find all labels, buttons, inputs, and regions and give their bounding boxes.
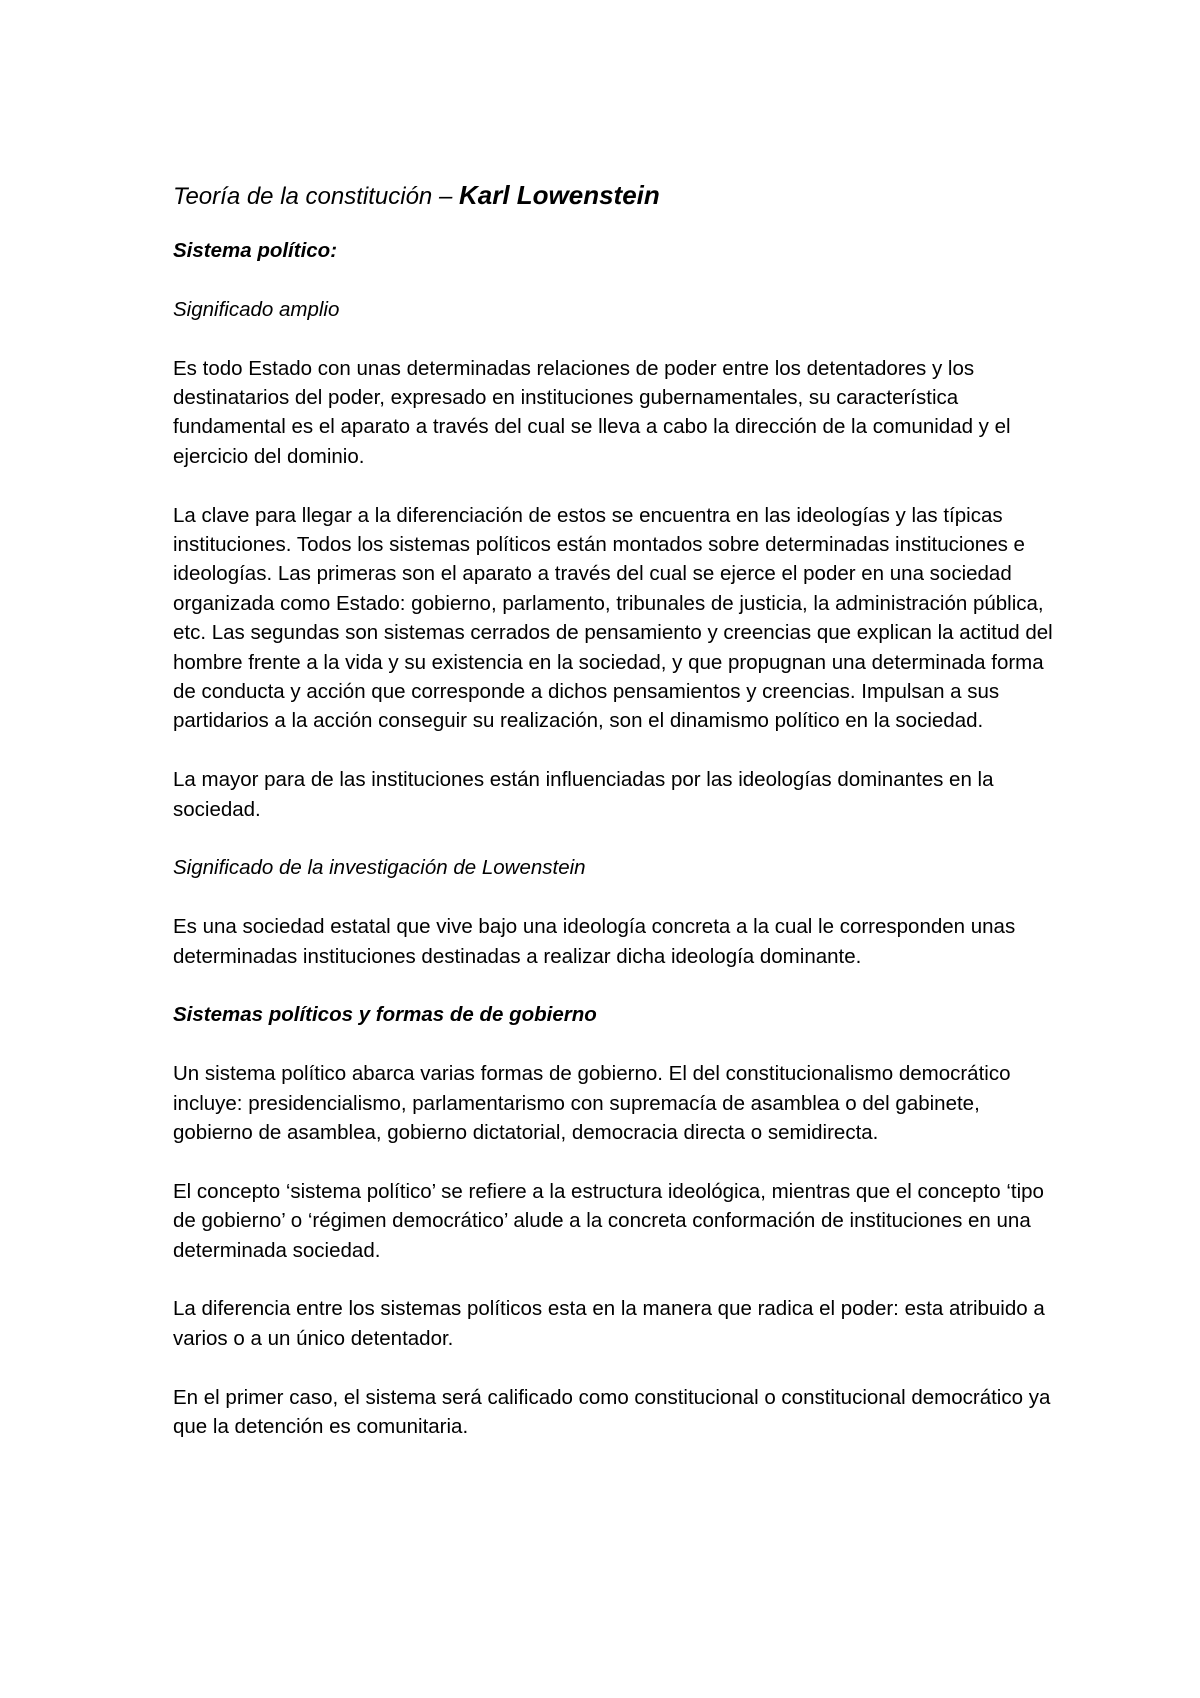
paragraph: El concepto ‘sistema político’ se refiere a la estructura ideológica, mientras que el concepto ‘tipo de gobierno’ o ‘régimen democrático’ alude a la concreta conformación de instituciones en una determinada sociedad. [173, 1179, 1044, 1262]
section-heading-formas-de-gobierno: Sistemas políticos y formas de de gobierno [173, 1003, 597, 1027]
paragraph: En el primer caso, el sistema será calificado como constitucional o constitucional democrático ya que la detención es comunitaria. [173, 1385, 1051, 1439]
document-title [173, 178, 1053, 214]
paragraph: La mayor para de las instituciones están influenciadas por las ideologías dominantes en la sociedad. [173, 768, 994, 821]
subsection-heading-investigacion: Significado de la investigación de Lowenstein [173, 856, 586, 880]
title-author: Karl Lowenstein [458, 180, 660, 210]
paragraph: La clave para llegar a la diferenciación de estos se encuentra en las ideologías y las típicas instituciones. Todos los sistemas políticos están montados sobre determinadas instituciones e ideologías. Las primeras son el aparato a través del cual se ejerce el poder en una sociedad organizada como Estado: gobierno, parlamento, tribunales de justicia, la administración pública, etc. Las segundas son sistemas cerrados de pensamiento y creencias que explican la actitud del hombre frente a la vida y su existencia en la sociedad, y que propugnan una determinada forma de conducta y acción que corresponde a dichos pensamientos y creencias. Impulsan a sus partidarios a la acción conseguir su realización, son el dinamismo político en la sociedad. [173, 503, 1053, 733]
section-heading-sistema-politico: Sistema político: [173, 239, 338, 262]
paragraph: Es una sociedad estatal que vive bajo una ideología concreta a la cual le corresponden unas determinadas instituciones destinadas a realizar dicha ideología dominante. [173, 915, 1016, 968]
document-content [173, 178, 1053, 1471]
title-main: Teoría de la constitución – [173, 183, 459, 210]
paragraph: Un sistema político abarca varias formas de gobierno. El del constitucionalismo democrático incluye: presidencialismo, parlamentarismo con supremacía de asamblea o del gabinete, gobierno de asamblea, gobierno dictatorial, democracia directa o semidirecta. [173, 1062, 1011, 1145]
paragraph: La diferencia entre los sistemas políticos esta en la manera que radica el poder: esta atribuido a varios o a un único detentador. [173, 1297, 1045, 1350]
paragraph: Es todo Estado con unas determinadas relaciones de poder entre los detentadores y los destinatarios del poder, expresado en instituciones gubernamentales, su característica fundamental es el aparato a través del cual se lleva a cabo la dirección de la comunidad y el ejercicio del dominio. [173, 356, 1011, 468]
subsection-heading-significado-amplio: Significado amplio [173, 297, 340, 321]
